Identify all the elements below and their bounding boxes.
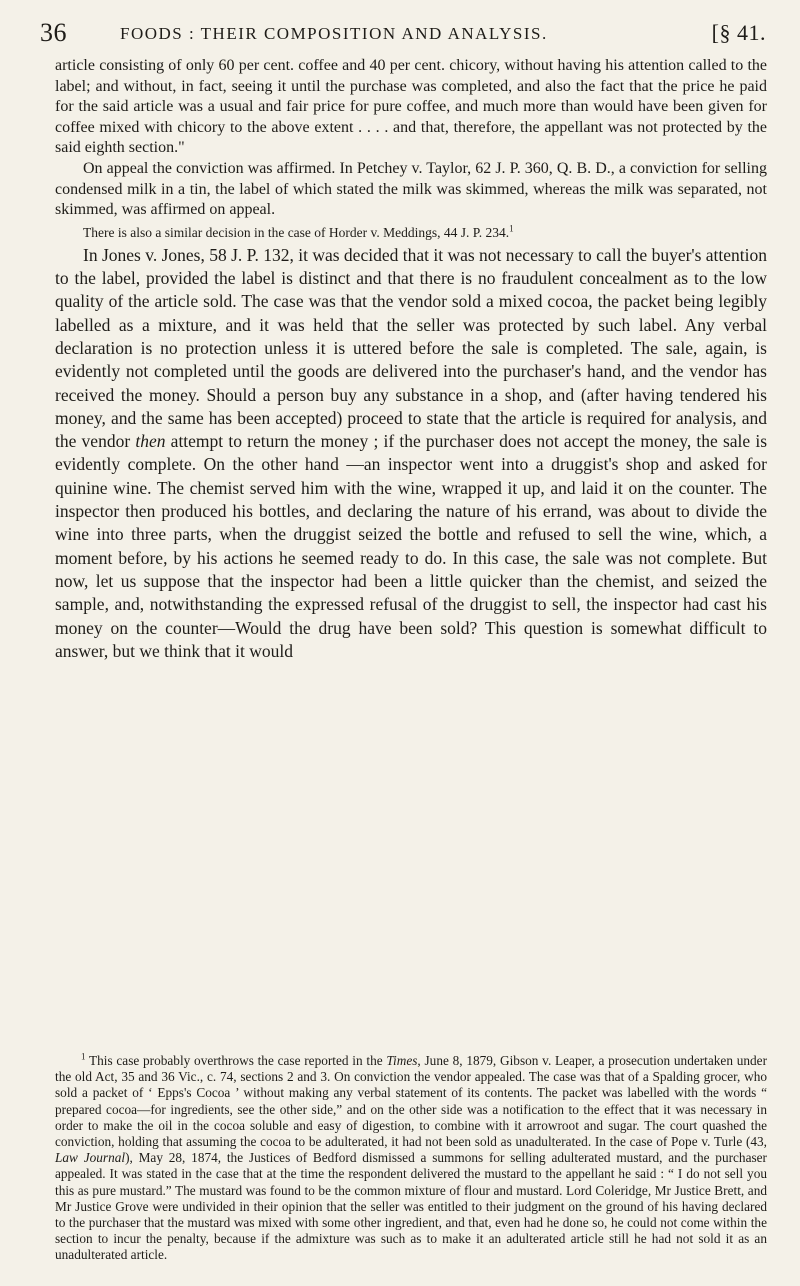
paragraph-appeal: On appeal the conviction was affirmed. In Petchey v. Taylor, 62 J. P. 360, Q. B. D., a conviction for selling condensed milk in a tin, the label of which stated the milk was skimmed, whereas the milk was separated, not skimmed, was affirmed on appeal. bbox=[55, 159, 767, 219]
section-marker: [§ 41. bbox=[711, 20, 766, 45]
footnote-law-journal: Law Journal bbox=[55, 1150, 126, 1166]
paragraph-horder bbox=[55, 223, 767, 242]
jones-text-b: attempt to return the money ; if the purchaser does not accept the money, the sale is evidently complete. On the other hand —an inspector went into a druggist's shop and asked for quinine wine. The chemist served him with the wine, wrapped it up, and laid it on the counter. The inspector then produced his bottles, and declaring the nature of his errand, was about to divide the wine into three parts, when the druggist seized the bottle and refused to sell the wine, which, a moment before, by his actions he seemed ready to do. In this case, the sale was not complete. But now, let us suppose that the inspector had been a little quicker than the chemist, and seized the sample, and, notwithstanding the expressed refusal of the druggist to sell, the inspector had cast his money on the counter—Would the drug have been sold? This question is somewhat difficult to answer, but we think that it would bbox=[55, 431, 768, 661]
running-title: FOODS : THEIR COMPOSITION AND ANALYSIS. bbox=[120, 24, 548, 43]
jones-emphasis: then bbox=[135, 431, 166, 452]
footnote-mark: 1 bbox=[81, 1051, 86, 1062]
footnote-ref: 1 bbox=[509, 223, 514, 234]
footnote-text-c: ), May 28, 1874, the Justices of Bedford dismissed a summons for selling adulterated mustard, and the purchaser appealed. It was stated in the case that at the time the respondent delivered the mustard to the appellant he said : “ I do not sell you this as pure mustard.” The mustard was found to be the common mixture of flour and mustard. Lord Coleridge, Mr Justice Brett, and Mr Justice Grove were undivided in their opinion that the seller was entitled to their judgment on the ground of his having declared to the purchaser that the mustard was mixed with some other ingredient, and that, even had he done so, he could not come within the section to incur the penalty, because if the admixture was such as to make it an adulterated article still he had not sold it as an unadulterated article. bbox=[55, 1150, 767, 1263]
footnote-times: Times bbox=[386, 1053, 418, 1068]
horder-text: There is also a similar decision in the case of Horder v. Meddings, 44 J. P. 234. bbox=[83, 224, 510, 240]
footnote-text-b: , June 8, 1879, Gibson v. Leaper, a prosecution undertaken under the old Act, 35 and 36 Vic., c. 74, sections 2 and 3. On conviction the vendor appealed. The case was that of a Spalding grocer, who sold a packet of ‘ Epps's Cocoa ’ without making any verbal statement of its contents. The packet was labelled with the words “ prepared cocoa—for ingredients, see the other side,” and on the other side was a notification to the effect that it was necessary in order to make the oil in the cocoa soluble and easy of digestion, to combine with it arrowroot and sugar. The court quashed the conviction, holding that assuming the cocoa to be adulterated, it had not been sold as unadulterated. In the case of Pope v. Turle (43, bbox=[55, 1053, 767, 1150]
page-header bbox=[40, 18, 770, 52]
paragraph-jones bbox=[55, 244, 767, 663]
jones-text-a: In Jones v. Jones, 58 J. P. 132, it was decided that it was not necessary to call the buyer's attention to the label, provided the label is distinct and that there is no fraudulent concealment as to the low quality of the article sold. The case was that the vendor sold a mixed cocoa, the packet being legibly labelled as a mixture, and it was held that the seller was protected by such label. Any verbal declaration is no protection unless it is uttered before the sale is completed. The sale, again, is evidently not completed until the goods are delivered into the purchaser's hand, and the vendor has received the money. Should a person buy any substance in a shop, and (after having tendered his money, and the same has been accepted) proceed to state that the article is required for analysis, and the vendor bbox=[55, 244, 767, 452]
footnote bbox=[55, 1053, 767, 1264]
page-number: 36 bbox=[40, 18, 67, 47]
paragraph-continuation: article consisting of only 60 per cent. coffee and 40 per cent. chicory, without having his attention called to the label; and without, in fact, seeing it until the purchase was completed, and also the fact that the price he paid for the said article was a usual and fair price for pure coffee, and much more than would have been given for coffee mixed with chicory to the above extent . . . . and that, therefore, the appellant was not protected by the said eighth section." bbox=[55, 57, 767, 157]
footnote-text-a: This case probably overthrows the case reported in the bbox=[89, 1053, 383, 1068]
main-text bbox=[55, 56, 767, 663]
